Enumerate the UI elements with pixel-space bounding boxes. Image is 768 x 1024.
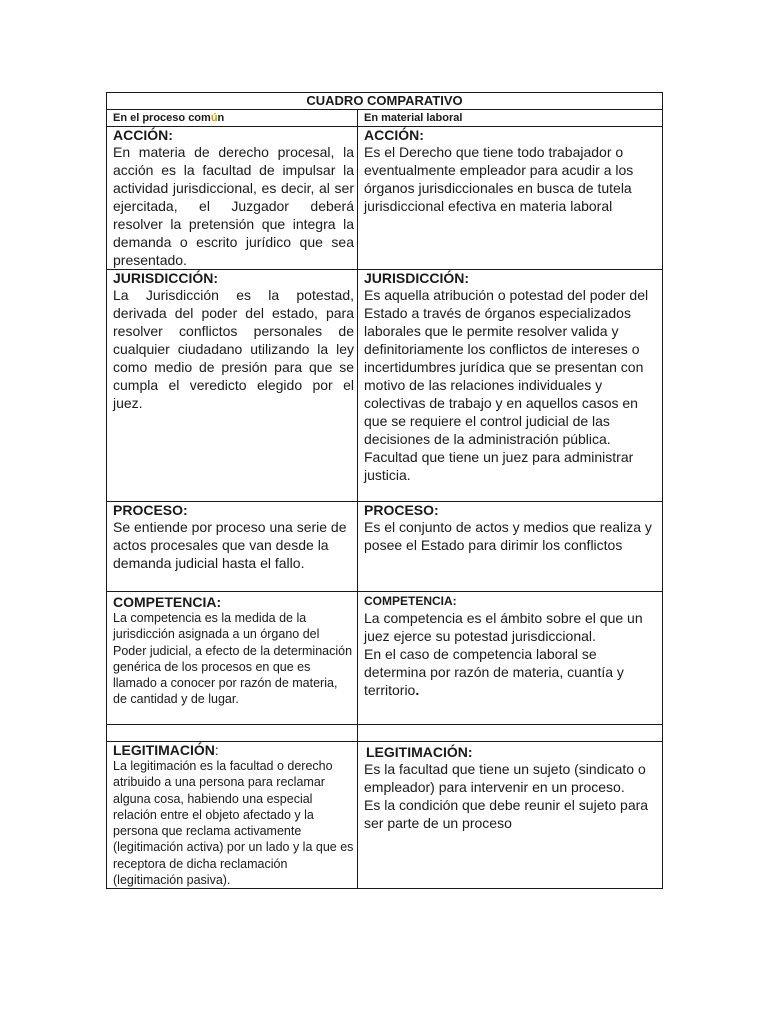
heading-legitimacion-common: LEGITIMACIÓN: [113, 742, 215, 758]
cell-competencia-common: [107, 592, 358, 725]
text-legitimacion-common: La legitimación es la facultad o derecho atribuido a una persona para reclamar alguna cosa, habiendo una especial relación entre el objeto afectado y la persona que reclama activamente (legitimación activa) por un lado y la que es receptora de dicha reclamación (legitimación pasiva).: [113, 759, 354, 888]
cell-empty-common: [107, 725, 358, 742]
text-jurisdiccion-labor-2: Facultad que tiene un juez para administrar justicia.: [364, 449, 634, 483]
heading-proceso-labor: PROCESO:: [364, 502, 439, 518]
cell-jurisdiccion-common: [107, 270, 358, 502]
table-title: CUADRO COMPARATIVO: [107, 93, 663, 110]
row-jurisdiccion: [107, 270, 663, 502]
cell-jurisdiccion-labor: [358, 270, 663, 502]
column-header-common-process: [107, 110, 358, 127]
row-legitimacion: [107, 742, 663, 889]
row-accion: [107, 127, 663, 270]
heading-competencia-labor: COMPETENCIA:: [364, 594, 457, 608]
heading-jurisdiccion-common: JURISDICCIÓN:: [113, 270, 219, 286]
heading-accion-labor: ACCIÓN:: [364, 127, 424, 143]
cell-accion-common: [107, 127, 358, 270]
text-competencia-labor: La competencia es el ámbito sobre el que un juez ejerce su potestad jurisdiccional.: [364, 610, 643, 644]
heading-proceso-common: PROCESO:: [113, 502, 188, 518]
cell-competencia-labor: [358, 592, 663, 725]
text-competencia-labor-2: En el caso de competencia laboral se determina por razón de materia, cuantía y territorio: [364, 646, 624, 698]
header-row: [107, 110, 663, 127]
heading-jurisdiccion-labor: JURISDICCIÓN:: [364, 270, 470, 286]
text-proceso-common: Se entiende por proceso una serie de actos procesales que van desde la demanda judicial hasta el fallo.: [113, 519, 347, 571]
text-legitimacion-labor: Es la facultad que tiene un sujeto (sindicato o empleador) para intervenir en un proceso.: [364, 761, 646, 795]
heading-legitimacion-labor: LEGITIMACIÓN:: [366, 744, 473, 760]
heading-accion-common: ACCIÓN:: [113, 127, 173, 143]
row-proceso: [107, 502, 663, 592]
column-header-common-process-part-c: n: [217, 112, 225, 124]
column-header-common-process-highlight: ú: [210, 112, 218, 124]
row-empty-spacer: [107, 725, 663, 742]
text-jurisdiccion-labor: Es aquella atribución o potestad del poder del Estado a través de órganos especializados laborales que le permite resolver valida y definitoriamente los conflictos de intereses o incertidumbres jurídica que se presentan con motivo de las relaciones individuales y colectivas de trabajo y en aquellos casos en que se requiere el control judicial de las decisiones de la administración pública.: [364, 287, 649, 447]
column-header-common-process-part-a: En el proceso com: [113, 112, 211, 124]
text-proceso-labor: Es el conjunto de actos y medios que realiza y posee el Estado para dirimir los conflictos: [364, 519, 652, 553]
cell-proceso-common: [107, 502, 358, 592]
text-accion-common: En materia de derecho procesal, la acción es la facultad de impulsar la actividad jurisdiccional, es decir, al ser ejercitada, el Juzgador deberá resolver la pretensión que integra la demanda o escrito jurídico que sea presentado.: [113, 144, 354, 268]
cell-legitimacion-common: [107, 742, 358, 889]
heading-legitimacion-common-wrap: [113, 742, 354, 758]
heading-legitimacion-common-colon: :: [214, 742, 219, 758]
row-competencia: [107, 592, 663, 725]
heading-competencia-common: COMPETENCIA:: [113, 594, 222, 610]
comparison-table: [106, 92, 663, 889]
text-jurisdiccion-common: La Jurisdicción es la potestad, derivada del poder del estado, para resolver conflictos personales de cualquier ciudadano utilizando la ley como medio de presión para que se cumpla el veredicto elegido por el juez.: [113, 287, 354, 411]
title-row: [107, 93, 663, 110]
text-legitimacion-labor-2: Es la condición que debe reunir el sujeto para ser parte de un proceso: [364, 797, 649, 831]
text-competencia-labor-2-wrap: [364, 645, 659, 699]
column-header-labor: En material laboral: [358, 110, 663, 127]
cell-proceso-labor: [358, 502, 663, 592]
cell-legitimacion-labor: [358, 742, 663, 889]
text-competencia-labor-2-period: .: [415, 682, 420, 698]
text-competencia-common: La competencia es la medida de la jurisdicción asignada a un órgano del Poder judicial, a efecto de la determinación genérica de los procesos en que es llamado a conocer por razón de materia, de cantidad y de lugar.: [113, 611, 353, 707]
cell-accion-labor: [358, 127, 663, 270]
text-accion-labor: Es el Derecho que tiene todo trabajador o eventualmente empleador para acudir a los órganos jurisdiccionales en busca de tutela jurisdiccional efectiva en materia laboral: [364, 144, 634, 214]
cell-empty-labor: [358, 725, 663, 742]
